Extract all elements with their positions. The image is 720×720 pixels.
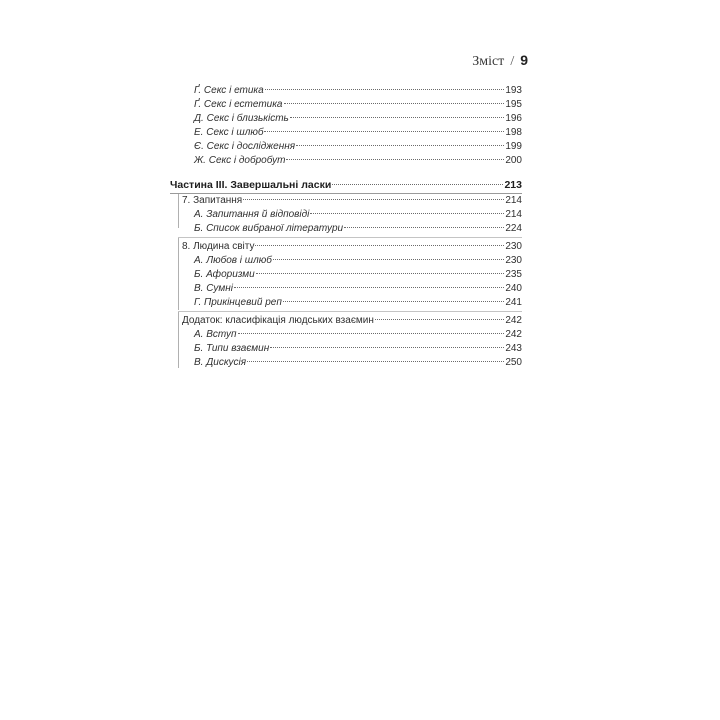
toc-part-label: Частина ІІІ. Завершальні ласки — [170, 179, 332, 191]
toc-entry-label: Б. Типи взаємин — [194, 343, 270, 354]
leader-dots — [247, 361, 504, 362]
toc-entry-page: 200 — [505, 155, 522, 166]
leader-dots — [256, 273, 505, 274]
toc-chapter-page: 214 — [505, 195, 522, 206]
toc-chapter-label: 7. Запитання — [182, 195, 243, 206]
page-number: 9 — [520, 52, 528, 68]
toc-entry-label: А. Любов і шлюб — [194, 255, 272, 266]
toc-entry-page: 230 — [505, 255, 522, 266]
toc-entry — [194, 254, 522, 268]
toc-chapter-label: Додаток: класифікація людських взаємин — [182, 315, 374, 326]
leader-dots — [286, 159, 504, 160]
toc-entry-page: 250 — [505, 357, 522, 368]
leader-dots — [284, 103, 505, 104]
running-head-separator: / — [510, 54, 515, 69]
toc-entry — [194, 328, 522, 342]
toc-entry — [194, 342, 522, 356]
toc-chapter-label: 8. Людина світу — [182, 241, 255, 252]
toc-entry-label: А. Вступ — [194, 329, 237, 340]
toc-entry-label: Б. Список вибраної літератури — [194, 223, 344, 234]
toc-entry-page: 198 — [505, 127, 522, 138]
toc-entry-label: Ґ. Секс і етика — [194, 85, 264, 96]
toc-entry-label: Є. Секс і дослідження — [194, 141, 296, 152]
toc-entry-page: 241 — [505, 297, 522, 308]
running-head-title: Зміст — [472, 54, 505, 69]
leader-dots — [273, 259, 504, 260]
toc-entry-label: А. Запитання й відповіді — [194, 209, 310, 220]
toc-entry — [194, 84, 522, 98]
leader-dots — [332, 184, 503, 185]
toc-entry — [194, 140, 522, 154]
leader-dots — [234, 287, 504, 288]
toc-entry — [194, 208, 522, 222]
toc-entry — [194, 112, 522, 126]
toc-part-page: 213 — [504, 179, 522, 191]
toc-entry-label: В. Сумні — [194, 283, 233, 294]
toc-chapter-page: 230 — [505, 241, 522, 252]
toc-chapter — [182, 194, 522, 208]
leader-dots — [375, 319, 504, 320]
leader-dots — [265, 89, 505, 90]
toc-entry-label: Д. Секс і близькість — [194, 113, 289, 124]
toc-entry — [194, 296, 522, 310]
toc-entry — [194, 222, 522, 236]
leader-dots — [290, 117, 504, 118]
toc-entry-page: 199 — [505, 141, 522, 152]
toc-entry-page: 195 — [505, 99, 522, 110]
chapter-bracket — [178, 194, 179, 228]
toc-entry-page: 235 — [505, 269, 522, 280]
chapter-bracket — [178, 312, 179, 368]
leader-dots — [283, 301, 504, 302]
toc-entry-label: В. Дискусія — [194, 357, 247, 368]
toc-entry — [194, 98, 522, 112]
toc-entry-page: 193 — [505, 85, 522, 96]
toc-entry-label: Ж. Секс і добробут — [194, 155, 286, 166]
leader-dots — [310, 213, 504, 214]
chapter-divider — [178, 237, 522, 238]
toc-entry-page: 214 — [505, 209, 522, 220]
toc-entry-label: Г. Прикінцевий реп — [194, 297, 282, 308]
toc-part-heading — [170, 178, 522, 192]
toc-entry-page: 240 — [505, 283, 522, 294]
toc-entry-label: Е. Секс і шлюб — [194, 127, 264, 138]
chapter-bracket — [178, 238, 179, 310]
toc-entry — [194, 356, 522, 370]
leader-dots — [296, 145, 504, 146]
leader-dots — [270, 347, 504, 348]
leader-dots — [238, 333, 505, 334]
leader-dots — [264, 131, 504, 132]
leader-dots — [255, 245, 504, 246]
toc-entry — [194, 268, 522, 282]
toc-entry — [194, 282, 522, 296]
toc-chapter-page: 242 — [505, 315, 522, 326]
toc-chapter — [182, 240, 522, 254]
leader-dots — [344, 227, 504, 228]
toc-entry-label: Б. Афоризми — [194, 269, 255, 280]
toc-chapter — [182, 314, 522, 328]
toc-entry — [194, 154, 522, 168]
toc-entry-page: 243 — [505, 343, 522, 354]
chapter-divider — [178, 311, 522, 312]
toc-entry-page: 224 — [505, 223, 522, 234]
toc-entry-label: Ґ. Секс і естетика — [194, 99, 283, 110]
leader-dots — [243, 199, 504, 200]
running-head — [472, 52, 528, 70]
toc-entry-page: 242 — [505, 329, 522, 340]
toc-entry — [194, 126, 522, 140]
toc-entry-page: 196 — [505, 113, 522, 124]
